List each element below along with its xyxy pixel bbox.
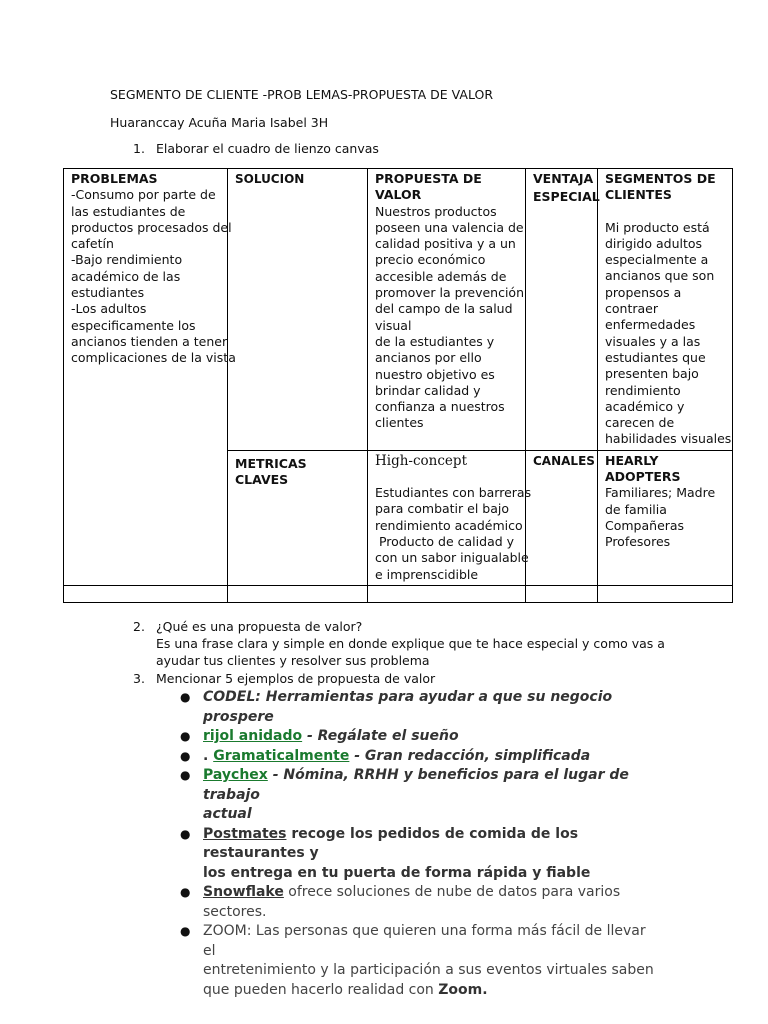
segmentos-header-1: SEGMENTOS DE: [605, 171, 716, 186]
text-line: académico y: [605, 398, 685, 414]
bullet-icon: ●: [180, 729, 191, 743]
question-1: [133, 141, 379, 156]
question-1-number: 1.: [133, 141, 145, 156]
example-zoom-text-1: ZOOM: Las personas que quieren una forma más fácil de llevar el: [203, 923, 646, 959]
text-line: especificamente los: [71, 317, 196, 333]
example-rijol-text: - Regálate el sueño: [302, 728, 459, 744]
text-line: ancianos por ello: [375, 350, 482, 366]
example-paychex-text-1: - Nómina, RRHH y beneficios para el lugar de trabajo: [203, 767, 629, 803]
question-2-text: ¿Qué es una propuesta de valor?: [156, 619, 363, 634]
question-3-number: 3.: [133, 671, 145, 686]
text-line: visuales y a las: [605, 333, 701, 349]
list-item: [180, 688, 660, 727]
link-gramaticalmente[interactable]: Gramaticalmente: [213, 747, 350, 764]
text-line: -Bajo rendimiento: [71, 252, 183, 268]
text-line: especialmente a: [605, 252, 709, 268]
example-zoom-text-2: entretenimiento y la participación a sus eventos virtuales saben: [203, 962, 654, 978]
text-line: presenten bajo: [605, 366, 699, 382]
text-line: ancianos tienden a tener: [71, 333, 228, 349]
example-postmates-name: Postmates: [203, 825, 287, 842]
cell-canales: [526, 450, 598, 585]
text-line: Familiares; Madre: [605, 485, 716, 501]
text-line: estudiantes que: [605, 349, 706, 365]
text-line: poseen una valencia de: [375, 219, 524, 235]
cell-problemas: [64, 169, 236, 586]
empty-cell: [598, 585, 733, 602]
list-item: [180, 825, 660, 884]
list-item: [180, 922, 660, 1000]
text-line: rendimiento: [605, 382, 681, 398]
highconcept-body: [375, 485, 532, 583]
text-line: -Consumo por parte de: [71, 187, 216, 203]
question-2-number: 2.: [133, 619, 145, 634]
text-line: cafetín: [71, 236, 114, 252]
list-item: [180, 766, 660, 825]
example-paychex-text-2: actual: [203, 806, 252, 822]
list-item: [180, 747, 660, 767]
cell-solucion: [228, 169, 368, 451]
text-line: accesible además de: [375, 268, 507, 284]
example-postmates-text-1: recoge los pedidos de comida de los restaurantes y: [203, 825, 579, 861]
question-2-answer-2: ayudar tus clientes y resolver sus problema: [156, 653, 430, 668]
text-line: productos procesados del: [71, 219, 232, 235]
example-prefix: .: [203, 747, 214, 764]
example-snowflake-text-1: ofrece soluciones de nube de datos para varios: [283, 884, 621, 900]
link-rijol-anidado[interactable]: rijol anidado: [203, 728, 303, 744]
cell-early-adopters: [598, 450, 733, 585]
text-line: con un sabor inigualable: [375, 550, 529, 566]
propuesta-header: PROPUESTA DE VALOR: [375, 171, 482, 203]
text-line: propensos a: [605, 284, 682, 300]
question-1-text: Elaborar el cuadro de lienzo canvas: [156, 141, 379, 156]
early-header-2: ADOPTERS: [605, 469, 681, 485]
bullet-icon: ●: [180, 885, 191, 899]
question-2: [133, 618, 665, 669]
text-line: habilidades visuales: [605, 431, 732, 447]
text-line: complicaciones de la vista: [71, 350, 236, 366]
text-line: enfermedades: [605, 317, 696, 333]
early-header-1: HEARLY: [605, 452, 659, 468]
text-line: calidad positiva y a un: [375, 236, 516, 252]
propuesta-body: [375, 203, 524, 432]
text-line: las estudiantes de: [71, 203, 186, 219]
text-line: brindar calidad y: [375, 382, 481, 398]
lean-canvas-table: [63, 168, 733, 603]
example-snowflake-text-2: sectores.: [203, 903, 267, 920]
text-line: del campo de la salud: [375, 301, 513, 317]
empty-cell: [64, 585, 228, 602]
question-2-answer-1: Es una frase clara y simple en donde explique que te hace especial y como vas a: [156, 636, 665, 651]
text-line: de la estudiantes y: [375, 333, 495, 349]
link-paychex[interactable]: Paychex: [203, 767, 268, 783]
bullet-icon: ●: [180, 924, 191, 938]
cell-highconcept: [368, 450, 532, 585]
text-line: rendimiento académico: [375, 517, 523, 533]
text-line: de familia: [605, 501, 667, 517]
cell-ventaja: [526, 169, 598, 451]
bullet-icon: ●: [180, 748, 191, 763]
text-line: carecen de: [605, 415, 675, 431]
text-line: Mi producto está: [605, 219, 710, 235]
segmentos-body: [605, 219, 732, 448]
text-line: Producto de calidad y: [375, 533, 515, 549]
examples-list: [180, 688, 660, 1000]
problemas-header: PROBLEMAS: [71, 171, 158, 186]
text-line: estudiantes: [71, 285, 145, 301]
example-gramaticalmente-text: - Gran redacción, simplificada: [349, 747, 591, 764]
cell-propuesta: [368, 169, 526, 451]
metricas-header: METRICAS CLAVES: [235, 455, 307, 488]
text-line: precio económico: [375, 252, 486, 268]
text-line: -Los adultos: [71, 301, 147, 317]
question-3: [133, 670, 435, 687]
question-3-text: Mencionar 5 ejemplos de propuesta de valor: [156, 671, 436, 686]
text-line: Estudiantes con barreras: [375, 485, 532, 501]
segmentos-header-2: CLIENTES: [605, 187, 672, 203]
bullet-icon: ●: [180, 768, 191, 782]
list-item: [180, 883, 660, 922]
document-title: SEGMENTO DE CLIENTE -PROB LEMAS-PROPUESTA DE VALOR: [110, 87, 494, 102]
solucion-header: SOLUCION: [235, 172, 305, 186]
highconcept-header: High-concept: [375, 452, 467, 469]
text-line: Nuestros productos: [375, 203, 497, 219]
text-line: nuestro objetivo es: [375, 366, 495, 382]
text-line: Profesores: [605, 534, 671, 550]
text-line: para combatir el bajo: [375, 501, 509, 517]
ventaja-header-1: VENTAJA: [533, 171, 594, 186]
text-line: contraer: [605, 301, 658, 317]
text-line: dirigido adultos: [605, 235, 703, 251]
example-postmates-text-2: los entrega en tu puerta de forma rápida y fiable: [203, 864, 591, 881]
text-line: ancianos que son: [605, 268, 715, 284]
example-snowflake-name: Snowflake: [203, 884, 284, 900]
early-body: [605, 485, 726, 550]
text-line: visual: [375, 317, 412, 333]
example-codel: CODEL: Herramientas para ayudar a que su negocio prospere: [203, 689, 613, 725]
text-line: clientes: [375, 415, 424, 431]
example-zoom-bold: Zoom.: [438, 981, 488, 998]
canales-header: CANALES: [533, 453, 595, 468]
text-line: promover la prevención: [375, 285, 524, 301]
text-line: e imprenscidible: [375, 566, 479, 582]
text-line: Compañeras: [605, 517, 685, 533]
ventaja-header-2: ESPECIAL: [533, 189, 600, 205]
text-line: académico de las: [71, 268, 181, 284]
empty-cell: [228, 585, 368, 602]
bullet-icon: ●: [180, 826, 191, 841]
problemas-body: [71, 187, 236, 366]
cell-metricas: [228, 450, 368, 585]
bullet-icon: ●: [180, 690, 191, 704]
empty-cell: [526, 585, 598, 602]
list-item: [180, 727, 660, 747]
example-zoom-text-3: que pueden hacerlo realidad con: [203, 981, 439, 998]
author-line: Huaranccay Acuña Maria Isabel 3H: [110, 115, 329, 130]
cell-segmentos: [598, 169, 733, 451]
text-line: confianza a nuestros: [375, 399, 505, 415]
empty-cell: [368, 585, 526, 602]
